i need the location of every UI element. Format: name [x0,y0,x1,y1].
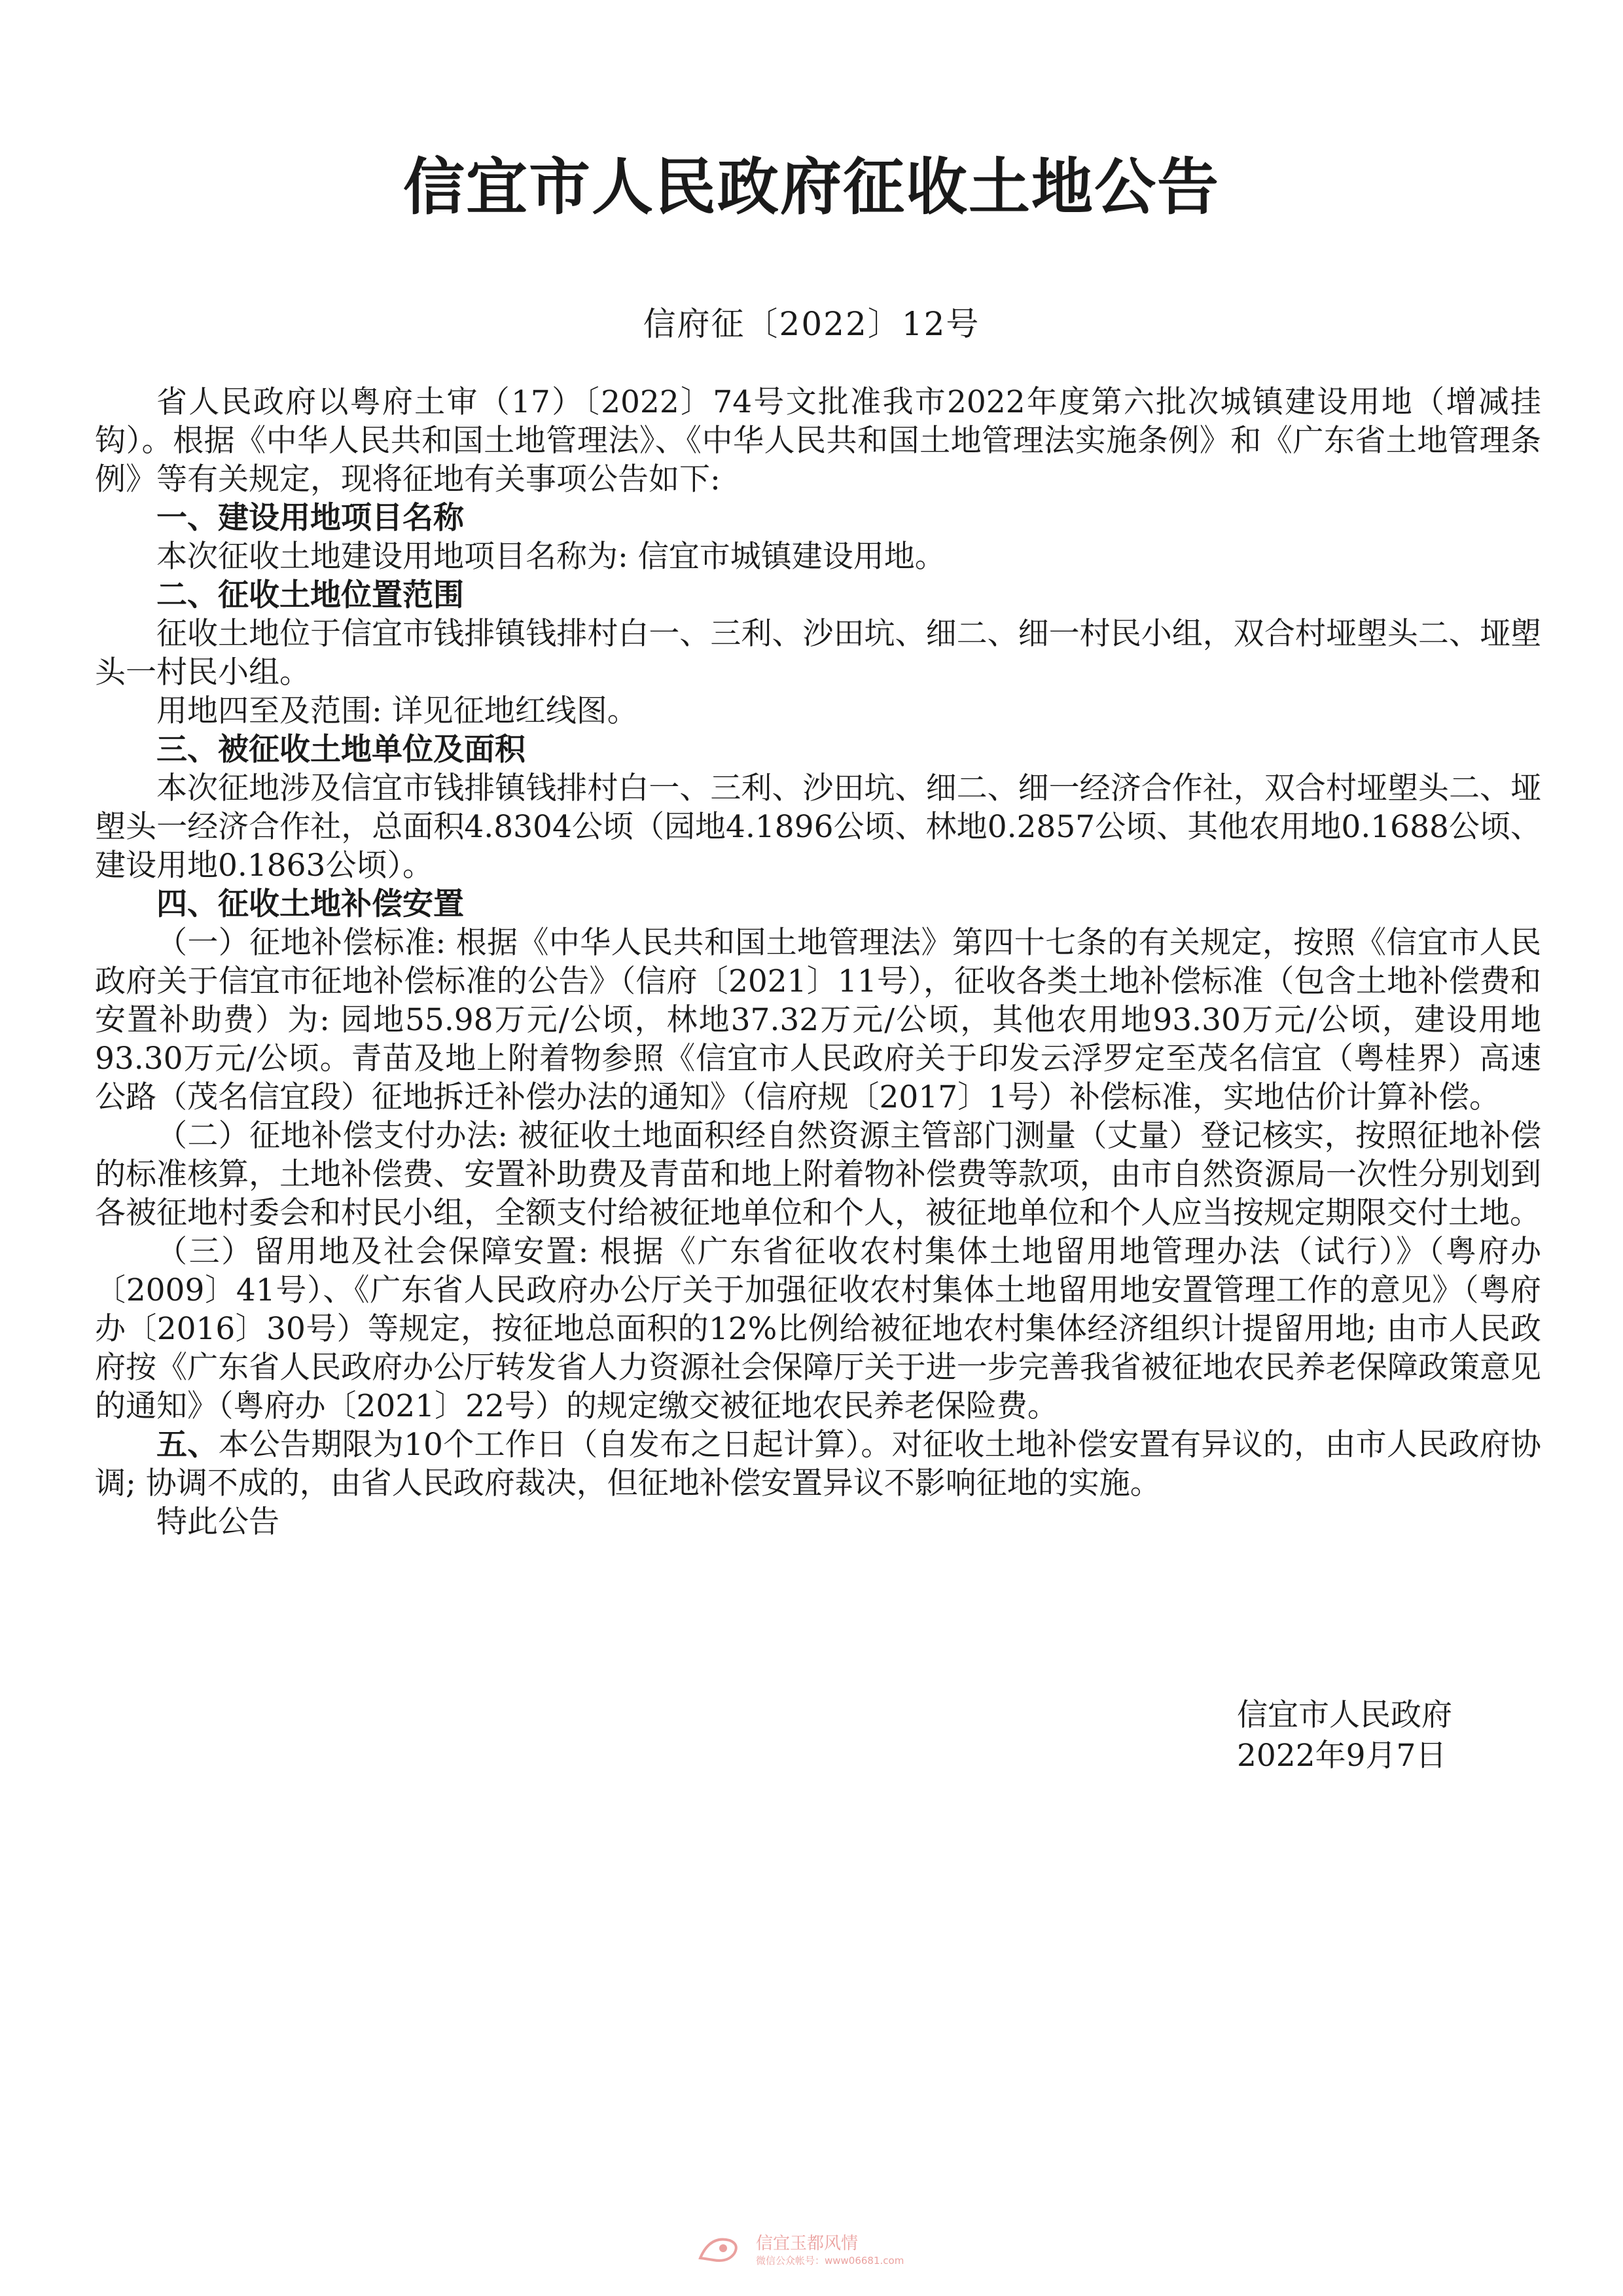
watermark-sub: 微信公众帐号：www06681.com [756,2255,904,2267]
section-3-heading: 三、被征收土地单位及面积 [156,732,526,768]
section-4-item-3: （三）留用地及社会保障安置: 根据《广东省征收农村集体土地留用地管理办法（试行）》（粤府办〔2009〕41号）、《广东省人民政府办公厅关于加强征收农村集体土地留用地安置管理工作的意见》（粤府办〔2016〕30号）等规定，按征地总面积的12%比例给被征地农村集体经济组织计提留用地; 由市人民政府按《广东省人民政府办公厅转发省人力资源社会保障厅关于进一步完善我省被征地农民养老保障政策意见的通知》（粤府办〔2021〕22号）的规定缴交被征地农民养老保险费。 [95,1234,1541,1424]
section-1-text: 本次征收土地建设用地项目名称为: 信宜市城镇建设用地。 [156,539,946,575]
section-2-text-boundary: 用地四至及范围: 详见征地红线图。 [156,693,638,729]
watermark [694,2229,955,2281]
section-2-heading: 二、征收土地位置范围 [156,577,464,613]
section-5-text: 本公告期限为10个工作日（自发布之日起计算）。对征收土地补偿安置有异议的，由市人民政府协调; 协调不成的，由省人民政府裁决，但征地补偿安置异议不影响征地的实施。 [95,1427,1541,1501]
document-body [95,383,1541,1541]
signature-date: 2022年9月7日 [1237,1738,1447,1774]
section-5-lead: 五、 [156,1427,219,1463]
document-title: 信宜市人民政府征收土地公告 [402,151,1220,223]
section-2-text-location: 征收土地位于信宜市钱排镇钱排村白一、三利、沙田坑、细二、细一村民小组，双合村垭塱头二、垭塱头一村民小组。 [95,616,1541,691]
section-5-paragraph [95,1426,1541,1503]
intro-paragraph: 省人民政府以粤府土审（17）〔2022〕74号文批准我市2022年度第六批次城镇建设用地（增减挂钩）。根据《中华人民共和国土地管理法》、《中华人民共和国土地管理法实施条例》和《广东省土地管理条例》等有关规定，现将征地有关事项公告如下: [95,384,1541,497]
section-4-heading: 四、征收土地补偿安置 [156,886,464,922]
section-4-item-1: （一）征地补偿标准: 根据《中华人民共和国土地管理法》第四十七条的有关规定，按照《信宜市人民政府关于信宜市征地补偿标准的公告》（信府〔2021〕11号），征收各类土地补偿标准（包含土地补偿费和安置补助费）为: 园地55.98万元/公顷，林地37.32万元/公顷，其他农用地93.30万元/公顷，建设用地93.30万元/公顷。青苗及地上附着物参照《信宜市人民政府关于印发云浮罗定至茂名信宜（粤桂界）高速公路（茂名信宜段）征地拆迁补偿办法的通知》（信府规〔2017〕1号）补偿标准，实地估价计算补偿。 [95,925,1541,1115]
watermark-name: 信宜玉都风情 [756,2234,859,2253]
watermark-logo-icon [694,2229,746,2274]
signer-name: 信宜市人民政府 [1237,1697,1452,1733]
closing-text: 特此公告 [156,1504,279,1540]
signature-block [1237,1695,1499,1776]
section-4-item-2: （二）征地补偿支付办法: 被征收土地面积经自然资源主管部门测量（丈量）登记核实，按照征地补偿的标准核算，土地补偿费、安置补助费及青苗和地上附着物补偿费等款项，由市自然资源局一次性分别划到各被征地村委会和村民小组，全额支付给被征地单位和个人，被征地单位和个人应当按规定期限交付土地。 [95,1118,1541,1231]
document-number: 信府征〔2022〕12号 [643,305,980,343]
section-3-text: 本次征地涉及信宜市钱排镇钱排村白一、三利、沙田坑、细二、细一经济合作社，双合村垭塱头二、垭塱头一经济合作社，总面积4.8304公顷（园地4.1896公顷、林地0.2857公顷、其他农用地0.1688公顷、建设用地0.1863公顷）。 [95,770,1541,884]
section-1-heading: 一、建设用地项目名称 [156,500,464,536]
